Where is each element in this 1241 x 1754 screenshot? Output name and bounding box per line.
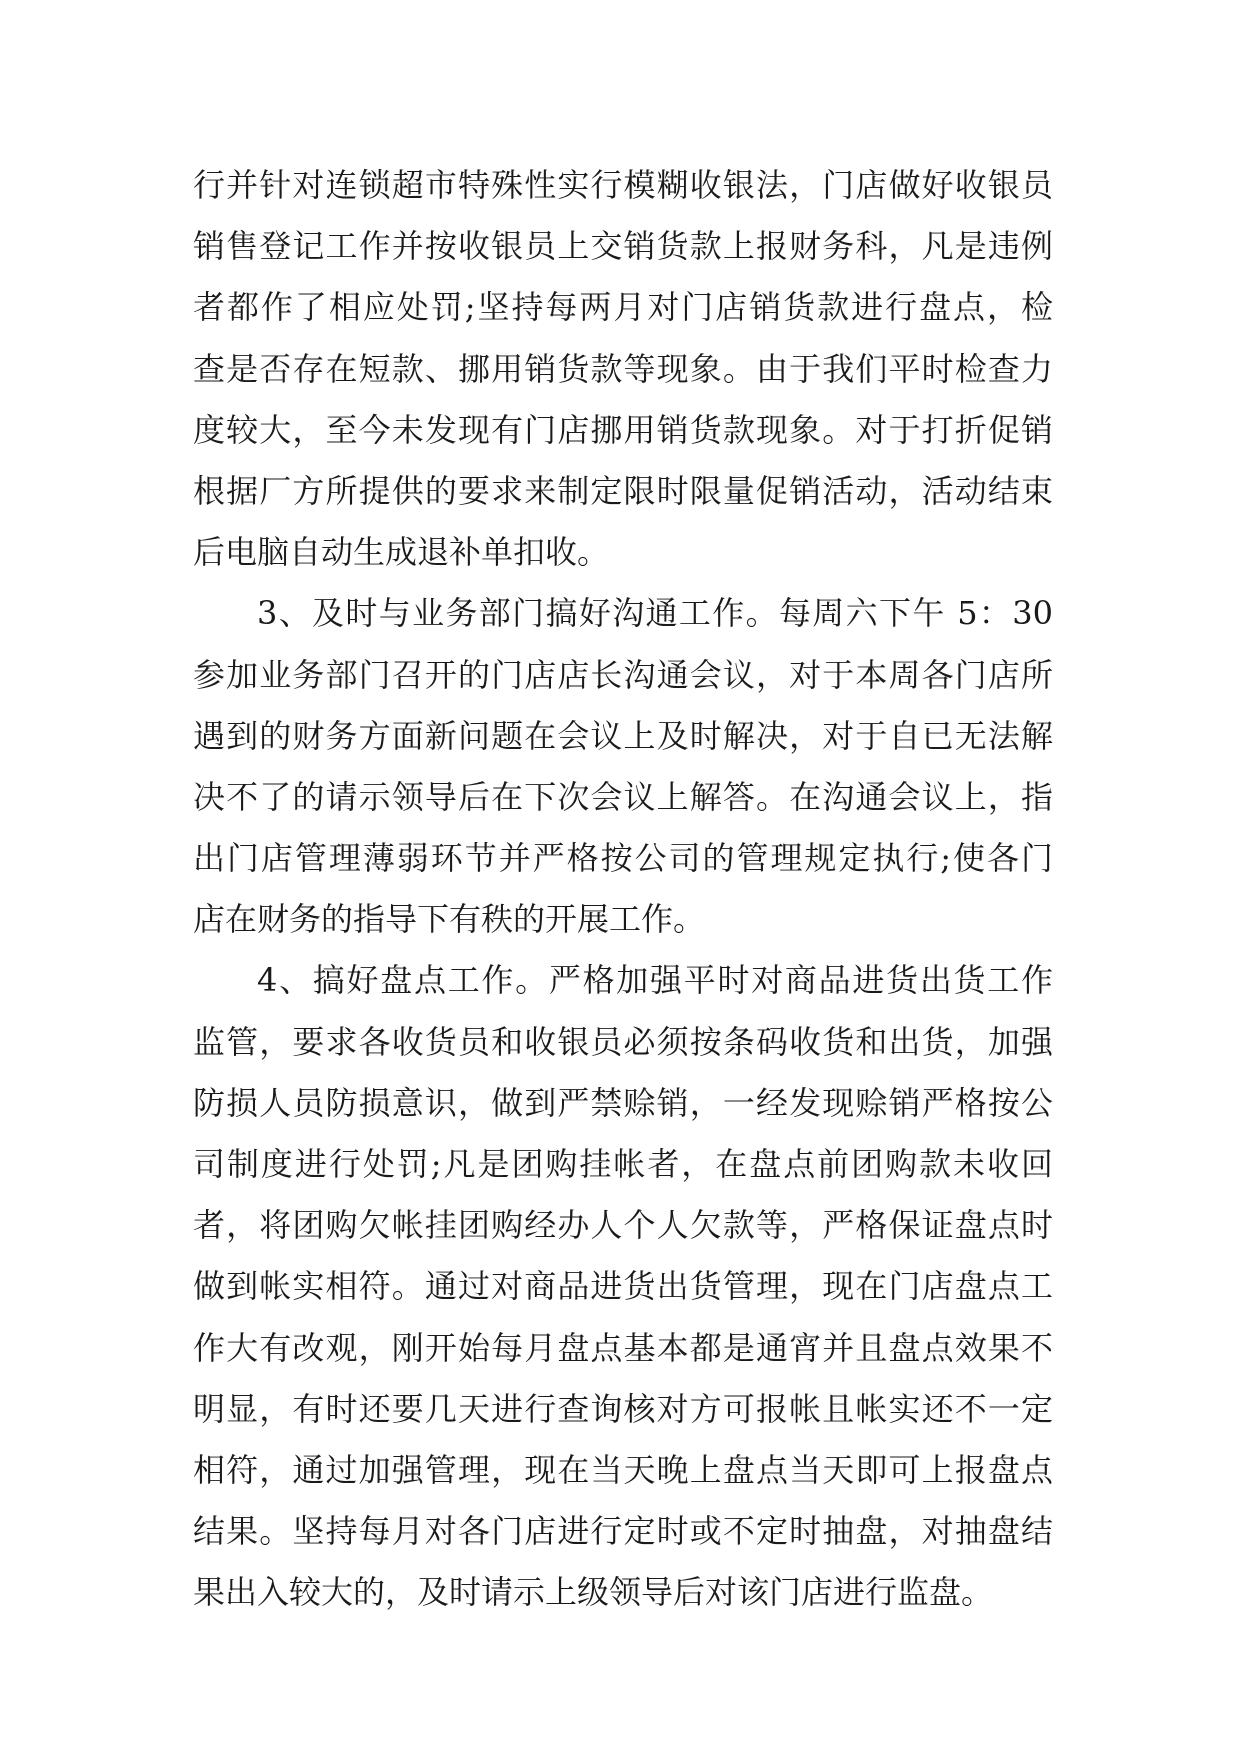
text-line: 根据厂方所提供的要求来制定限时限量促销活动，活动结束	[193, 471, 1053, 510]
text-line: 者，将团购欠帐挂团购经办人个人欠款等，严格保证盘点时	[193, 1206, 1053, 1245]
text-line: 销售登记工作并按收银员上交销货款上报财务科，凡是违例	[193, 227, 1053, 266]
text-line: 决不了的请示领导后在下次会议上解答。在沟通会议上，指	[193, 777, 1053, 816]
text-line: 相符，通过加强管理，现在当天晚上盘点当天即可上报盘点	[193, 1450, 1053, 1489]
text-line: 防损人员防损意识，做到严禁赊销，一经发现赊销严格按公	[193, 1083, 1053, 1122]
text-line: 结果。坚持每月对各门店进行定时或不定时抽盘，对抽盘结	[193, 1512, 1053, 1551]
text-line: 做到帐实相符。通过对商品进货出货管理，现在门店盘点工	[193, 1267, 1053, 1306]
text-line: 作大有改观，刚开始每月盘点基本都是通宵并且盘点效果不	[193, 1328, 1053, 1367]
document-body	[193, 155, 1053, 1624]
text-line: 度较大，至今未发现有门店挪用销货款现象。对于打折促销	[193, 410, 1053, 449]
text-line: 行并针对连锁超市特殊性实行模糊收银法，门店做好收银员	[193, 166, 1053, 204]
text-line: 监管，要求各收货员和收银员必须按条码收货和出货，加强	[193, 1022, 1053, 1061]
text-line: 者都作了相应处罚;坚持每两月对门店销货款进行盘点，检	[193, 288, 1053, 327]
paragraph-first-line: 3、及时与业务部门搞好沟通工作。每周六下午 5：30	[257, 594, 1053, 633]
text-line: 明显，有时还要几天进行查询核对方可报帐且帐实还不一定	[193, 1389, 1053, 1428]
text-line: 店在财务的指导下有秩的开展工作。	[193, 900, 706, 939]
text-line: 查是否存在短款、挪用销货款等现象。由于我们平时检查力	[193, 349, 1053, 388]
text-line: 出门店管理薄弱环节并严格按公司的管理规定执行;使各门	[193, 839, 1053, 878]
text-line: 果出入较大的，及时请示上级领导后对该门店进行监盘。	[193, 1573, 994, 1612]
text-line: 司制度进行处罚;凡是团购挂帐者，在盘点前团购款未收回	[193, 1145, 1053, 1183]
text-line: 遇到的财务方面新问题在会议上及时解决，对于自已无法解	[193, 716, 1053, 755]
paragraph-first-line: 4、搞好盘点工作。严格加强平时对商品进货出货工作	[257, 961, 1053, 1000]
text-line: 后电脑自动生成退补单扣收。	[193, 533, 610, 572]
text-line: 参加业务部门召开的门店店长沟通会议，对于本周各门店所	[193, 655, 1053, 694]
